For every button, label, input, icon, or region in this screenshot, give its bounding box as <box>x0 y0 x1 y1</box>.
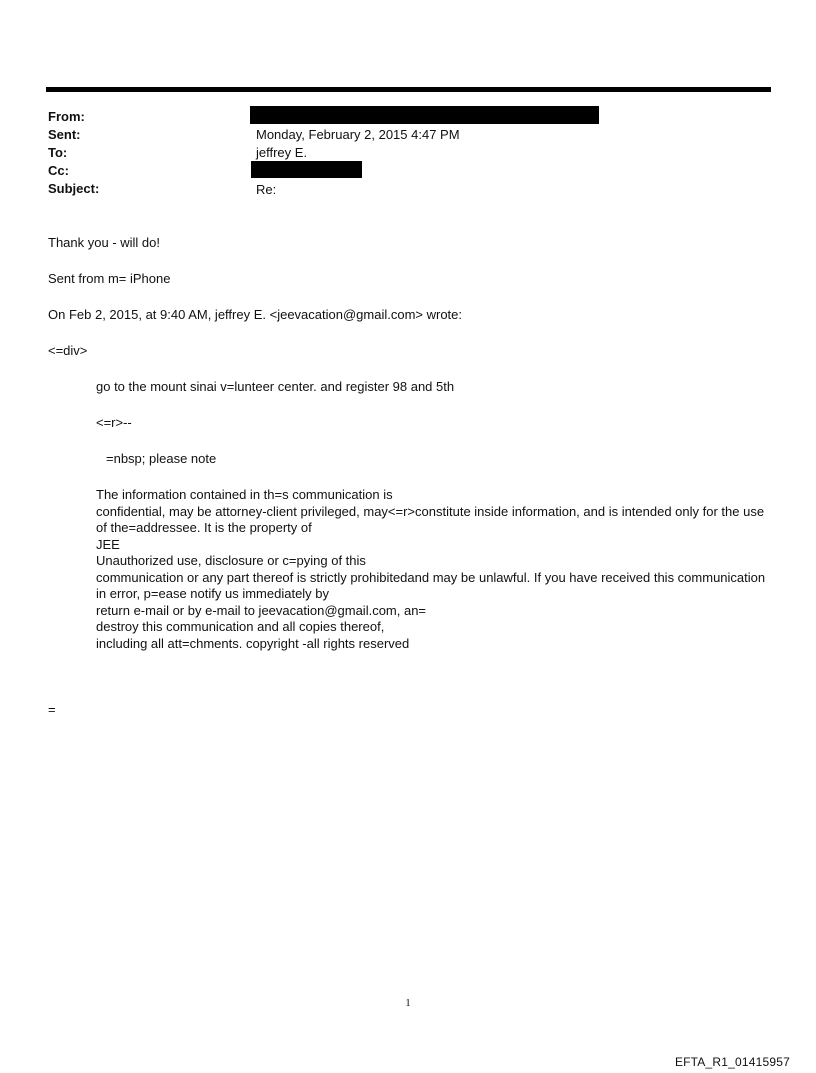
disclaimer-line: Unauthorized use, disclosure or c=pying of this <box>96 553 366 568</box>
quoted-note: =nbsp; please note <box>106 451 217 466</box>
page-number: 1 <box>405 997 411 1009</box>
to-label: To: <box>48 145 68 160</box>
div-tag-text: <=div> <box>48 343 88 358</box>
quoted-separator: <=r>-- <box>96 415 132 430</box>
disclaimer-block <box>96 487 776 652</box>
from-redaction <box>250 106 599 124</box>
bates-number: EFTA_R1_01415957 <box>674 1055 790 1069</box>
subject-value: Re: <box>256 182 277 197</box>
quote-attribution: On Feb 2, 2015, at 9:40 AM, jeffrey E. <jeevacation@gmail.com> wrote: <box>48 307 463 322</box>
cc-label: Cc: <box>48 163 69 178</box>
from-label: From: <box>48 109 85 124</box>
signature-text: Sent from m= iPhone <box>48 271 171 286</box>
quoted-message: go to the mount sinai v=lunteer center. and register 98 and 5th <box>96 379 455 394</box>
sent-value: Monday, February 2, 2015 4:47 PM <box>256 127 460 142</box>
disclaimer-line: confidential, may be attorney-client privileged, may<=r>constitute inside information, and is intended only for the use of the=addressee. It is the property of <box>96 503 765 535</box>
disclaimer-line: JEE <box>96 536 120 552</box>
disclaimer-line: return e-mail or by e-mail to jeevacation@gmail.com, an= <box>96 602 427 618</box>
header-rule <box>46 87 771 92</box>
reply-text: Thank you - will do! <box>48 235 160 250</box>
trailing-equals: = <box>48 702 56 717</box>
disclaimer-line: destroy this communication and all copies thereof, <box>96 619 385 634</box>
disclaimer-line: The information contained in th=s communication is <box>96 487 393 502</box>
disclaimer-line: communication or any part thereof is strictly prohibitedand may be unlawful. If you have received this communication in error, p=ease notify us immediately by <box>96 569 766 601</box>
disclaimer-line: including all att=chments. copyright -all rights reserved <box>96 635 410 651</box>
sent-label: Sent: <box>48 127 81 142</box>
to-value: jeffrey E. <box>256 145 308 160</box>
subject-label: Subject: <box>48 181 100 196</box>
cc-redaction <box>251 161 362 178</box>
